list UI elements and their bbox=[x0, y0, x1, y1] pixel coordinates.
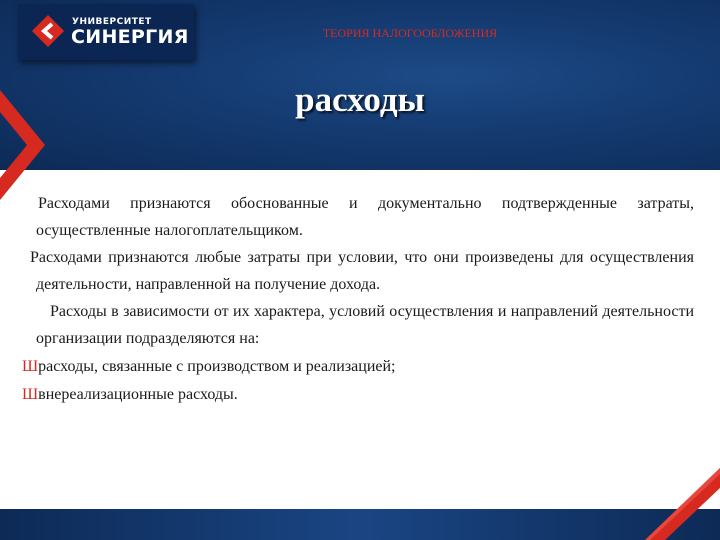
logo-main-text: СИНЕРГИЯ bbox=[71, 26, 189, 48]
bullet-text: внереализационные расходы. bbox=[38, 386, 238, 403]
paragraph-2: Расходами признаются любые затраты при условии, что они произведены для осуществления деятельности, направленной на получение дохода. bbox=[30, 249, 694, 293]
corner-red-chevron-decoration bbox=[645, 468, 720, 540]
bullet-item bbox=[22, 381, 238, 408]
logo-top-text: УНИВЕРСИТЕТ bbox=[72, 17, 152, 27]
course-topic: ТЕОРИЯ НАЛОГООБЛОЖЕНИЯ bbox=[322, 26, 498, 40]
footer-bar bbox=[0, 509, 720, 540]
slide-title: расходы bbox=[295, 80, 425, 119]
header-banner bbox=[0, 0, 720, 170]
bullet-marker: Ш bbox=[22, 386, 39, 403]
university-logo bbox=[18, 4, 194, 60]
synergy-logo-icon bbox=[31, 14, 65, 48]
bullet-text: расходы, связанные с производством и реализацией; bbox=[38, 358, 396, 375]
bullet-item bbox=[22, 353, 396, 380]
paragraph-1: Расходами признаются обоснованные и документально подтвержденные затраты, осуществленные налогоплательщиком. bbox=[36, 195, 694, 239]
left-red-chevron-decoration bbox=[0, 90, 50, 200]
paragraph-3: Расходы в зависимости от их характера, условий осуществления и направлений деятельности организации подразделяются на: bbox=[36, 303, 694, 347]
bullet-marker: Ш bbox=[22, 358, 39, 375]
